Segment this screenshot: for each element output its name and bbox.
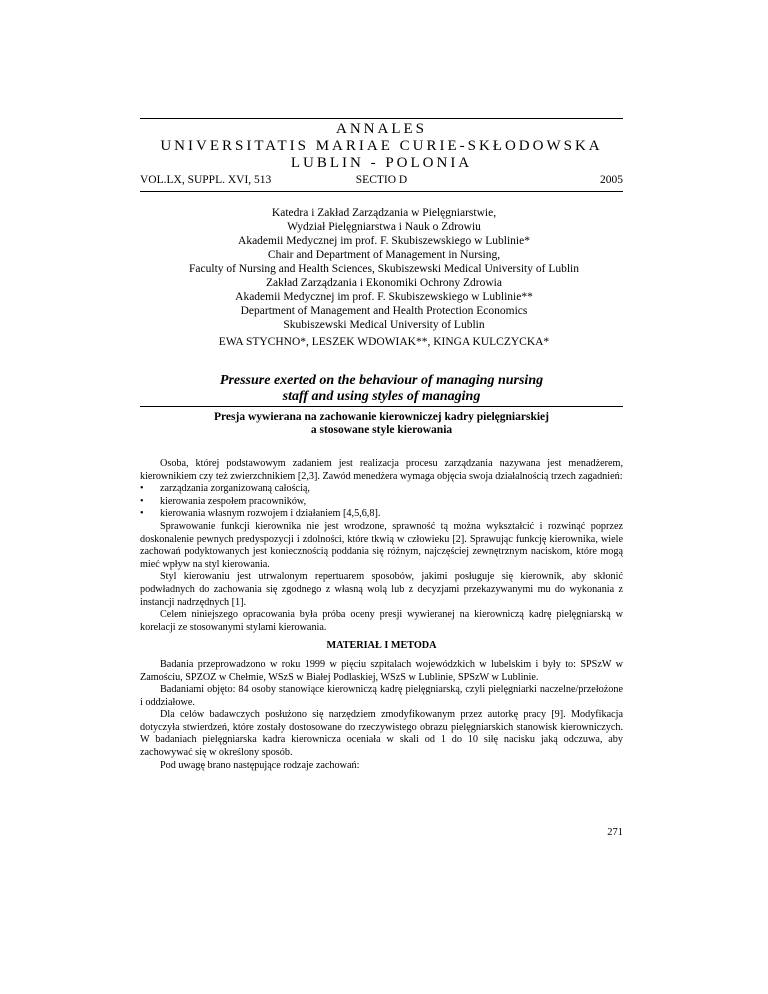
bullet-text: kierowania własnym rozwojem i działaniem [4,5,6,8].	[160, 508, 381, 520]
title-english	[140, 373, 623, 405]
affiliation-line: Skubiszewski Medical University of Lublin	[283, 319, 485, 331]
header-bottom-rule	[140, 191, 623, 192]
journal-name-line3: LUBLIN - POLONIA	[290, 155, 473, 171]
bullet-text: zarządzania zorganizowaną całością,	[160, 483, 310, 495]
paragraph: Sprawowanie funkcji kierownika nie jest wrodzone, sprawność tą można wykształcić i rozwinąć poprzez doskonalenie pewnych predyspozycji i zdolności, które tkwią w człowieku [2]. Sprawując funkcję kierownika, wiele zachowań podyktowanych jest koniecznością poddania się różnym, najczęściej zewnętrznym naciskom, które mogą mieć wpływ na styl kierowania.	[140, 520, 623, 570]
affiliation-line: Akademii Medycznej im prof. F. Skubiszewskiego w Lublinie*	[238, 235, 530, 247]
affiliation-line: Akademii Medycznej im prof. F. Skubiszewskiego w Lublinie**	[235, 291, 533, 303]
article-body	[140, 458, 623, 772]
section-heading: MATERIAŁ I METODA	[326, 640, 437, 652]
authors: EWA STYCHNO*, LESZEK WDOWIAK**, KINGA KULCZYCKA*	[218, 336, 550, 348]
bullet-item	[140, 496, 623, 509]
paragraph: Dla celów badawczych posłużono się narzędziem zmodyfikowanym przez autorkę pracy [9]. Modyfikacja dotyczyła stwierdzeń, które zostały dostosowane do rzeczywistego obrazu pielęgniarskich stanowisk kierowniczych. W badaniach pielęgniarska kadra kierownicza oceniała w skali od 1 do 10 siłę nacisku jaką odczuwa, aby zachowywać się w określony sposób.	[140, 709, 623, 759]
affiliation-line: Department of Management and Health Protection Economics	[240, 305, 528, 317]
paragraph: Celem niniejszego opracowania była próba oceny presji wywieranej na kierowniczą kadrę pielęgniarską w korelacji ze stosowanymi stylami kierowania.	[140, 609, 623, 633]
title-polish-line2: a stosowane style kierowania	[310, 424, 453, 436]
paragraph: Osoba, której podstawowym zadaniem jest realizacja procesu zarządzania nazywana jest menadżerem, kierownikiem czy też zwierzchnikiem [2,3]. Zawód menedżera wymaga objęcia swoja działalnością trzech zagadnień:	[140, 458, 623, 482]
affiliation-line: Zakład Zarządzania i Ekonomiki Ochrony Zdrowia	[266, 277, 502, 289]
affiliation-line: Wydział Pielęgniarstwa i Nauk o Zdrowiu	[287, 221, 481, 233]
journal-name-line2: UNIVERSITATIS MARIAE CURIE-SKŁODOWSKA	[160, 138, 603, 154]
bullet-icon: •	[140, 495, 144, 507]
bullet-item	[140, 483, 623, 496]
top-rule	[140, 118, 623, 119]
title-polish-line1: Presja wywierana na zachowanie kierowniczej kadry pielęgniarskiej	[214, 411, 549, 423]
paragraph: Pod uwagę brano następujące rodzaje zachowań:	[160, 759, 360, 771]
affiliations	[100, 206, 668, 332]
year: 2005	[600, 174, 623, 186]
affiliation-line: Katedra i Zakład Zarządzania w Pielęgniarstwie,	[271, 207, 497, 219]
bullet-icon: •	[140, 483, 144, 495]
bullet-icon: •	[140, 508, 144, 520]
bullet-text: kierowania zespołem pracowników,	[160, 495, 307, 507]
bullet-item	[140, 508, 623, 521]
volume-info: VOL.LX, SUPPL. XVI, 513	[140, 174, 272, 186]
journal-name-line1: ANNALES	[336, 121, 427, 137]
title-rule	[140, 406, 623, 407]
affiliation-line: Faculty of Nursing and Health Sciences, Skubiszewski Medical University of Lublin	[189, 263, 579, 275]
title-english-line2: staff and using styles of managing	[282, 389, 481, 404]
paragraph: Styl kierowaniu jest utrwalonym repertuarem sposobów, jakimi posługuje się kierownik, aby skłonić podwładnych do zachowania się zgodnego z własną wolą lub z decyzjami przekazywanymi mu do wykonania z instancji nadrzędnych [1].	[140, 571, 623, 608]
affiliation-line: Chair and Department of Management in Nursing,	[267, 249, 501, 261]
title-polish	[140, 411, 623, 437]
sectio: SECTIO D	[355, 174, 408, 186]
page-number: 271	[607, 827, 623, 838]
paragraph: Badania przeprowadzono w roku 1999 w pięciu szpitalach wojewódzkich w lubelskim i były to: SPSzW w Zamościu, SPZOZ w Chełmie, WSzS w Białej Podlaskiej, WSzS w Lublinie, SPSzW w Lublinie.	[140, 658, 623, 683]
title-english-line1: Pressure exerted on the behaviour of managing nursing	[219, 373, 544, 388]
paragraph: Badaniami objęto: 84 osoby stanowiące kierowniczą kadrę pielęgniarską, czyli pielęgniarki naczelne/przełożone i oddziałowe.	[140, 684, 623, 708]
